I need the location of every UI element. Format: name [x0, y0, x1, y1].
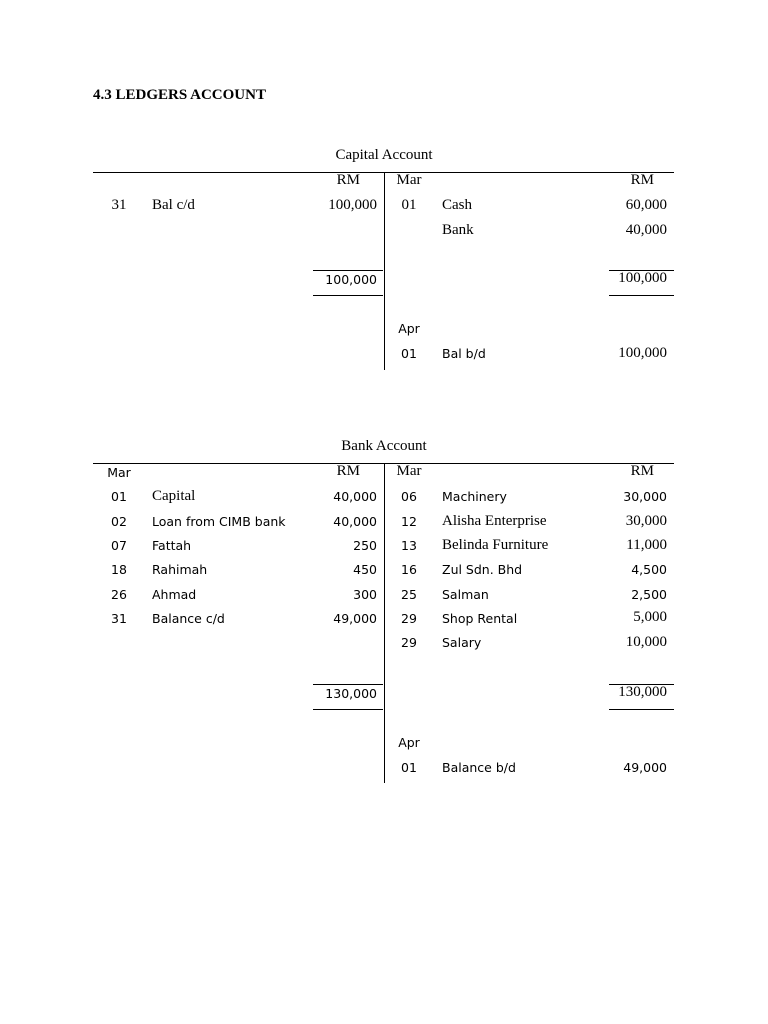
entry-date: 01 [401, 197, 417, 213]
capital-left-total-rule-bottom [313, 295, 383, 296]
bank-right-total: 130,000 [618, 684, 667, 700]
entry-description: Loan from CIMB bank [152, 514, 286, 529]
entry-amount: 100,000 [328, 197, 377, 213]
entry-date: 13 [401, 538, 417, 553]
entry-amount: 2,500 [631, 587, 667, 602]
entry-amount: 250 [353, 538, 377, 553]
entry-date: 01 [111, 489, 127, 504]
capital-right-total: 100,000 [618, 270, 667, 286]
entry-date: 06 [401, 489, 417, 504]
bank-left-total-rule-bottom [313, 709, 383, 710]
entry-description: Fattah [152, 538, 192, 553]
entry-date: 01 [401, 760, 417, 775]
entry-date: 12 [401, 514, 417, 529]
entry-amount: 30,000 [623, 489, 667, 504]
entry-date: 31 [111, 197, 127, 213]
capital-account-title: Capital Account [335, 147, 433, 163]
entry-description: Ahmad [152, 587, 197, 602]
entry-description: Salman [442, 587, 489, 602]
entry-amount: 450 [353, 562, 377, 577]
entry-description: Salary [442, 635, 482, 650]
section-heading: 4.3 LEDGERS ACCOUNT [93, 87, 266, 103]
entry-amount: 100,000 [618, 345, 667, 361]
capital-right-rm-header: RM [630, 172, 654, 188]
bank-left-month-header: Mar [107, 465, 131, 480]
entry-description: Balance c/d [152, 611, 225, 626]
capital-next-month: Apr [398, 321, 420, 336]
entry-amount: 30,000 [625, 513, 667, 529]
bank-right-total-rule-bottom [609, 709, 674, 710]
entry-description: Cash [442, 197, 472, 213]
entry-description: Bal c/d [152, 197, 195, 213]
entry-description: Rahimah [152, 562, 208, 577]
entry-description: Alisha Enterprise [442, 513, 547, 529]
entry-date: 29 [401, 635, 417, 650]
entry-amount: 10,000 [625, 634, 667, 650]
bank-next-month: Apr [398, 735, 420, 750]
entry-description: Capital [152, 488, 196, 504]
entry-date: 26 [111, 587, 127, 602]
entry-date: 29 [401, 611, 417, 626]
entry-date: 25 [401, 587, 417, 602]
entry-description: Bal b/d [442, 346, 486, 361]
entry-date: 01 [401, 346, 417, 361]
entry-date: 02 [111, 514, 127, 529]
entry-amount: 49,000 [623, 760, 667, 775]
entry-date: 18 [111, 562, 127, 577]
entry-amount: 300 [353, 587, 377, 602]
entry-amount: 5,000 [633, 609, 667, 625]
capital-right-total-rule-bottom [609, 295, 674, 296]
entry-description: Zul Sdn. Bhd [442, 562, 523, 577]
entry-amount: 49,000 [333, 611, 377, 626]
entry-amount: 40,000 [625, 222, 667, 238]
capital-right-month-header: Mar [396, 172, 422, 188]
entry-amount: 40,000 [333, 489, 377, 504]
entry-amount: 11,000 [626, 537, 667, 553]
bank-right-month-header: Mar [396, 463, 422, 479]
entry-date: 07 [111, 538, 127, 553]
bank-right-rm-header: RM [630, 463, 654, 479]
entry-amount: 60,000 [625, 197, 667, 213]
capital-left-rm-header: RM [336, 172, 360, 188]
entry-date: 16 [401, 562, 417, 577]
entry-date: 31 [111, 611, 127, 626]
entry-description: Bank [442, 222, 474, 238]
entry-description: Shop Rental [442, 611, 518, 626]
capital-left-total: 100,000 [325, 272, 377, 287]
entry-description: Belinda Furniture [442, 537, 549, 553]
entry-amount: 40,000 [333, 514, 377, 529]
entry-description: Machinery [442, 489, 507, 504]
capital-center-divider [384, 172, 385, 370]
entry-amount: 4,500 [631, 562, 667, 577]
bank-left-total-rule-top [313, 684, 383, 685]
bank-center-divider [384, 463, 385, 783]
entry-description: Balance b/d [442, 760, 516, 775]
bank-left-rm-header: RM [336, 463, 360, 479]
bank-account-title: Bank Account [341, 438, 427, 454]
capital-left-total-rule-top [313, 270, 383, 271]
bank-left-total: 130,000 [325, 686, 377, 701]
